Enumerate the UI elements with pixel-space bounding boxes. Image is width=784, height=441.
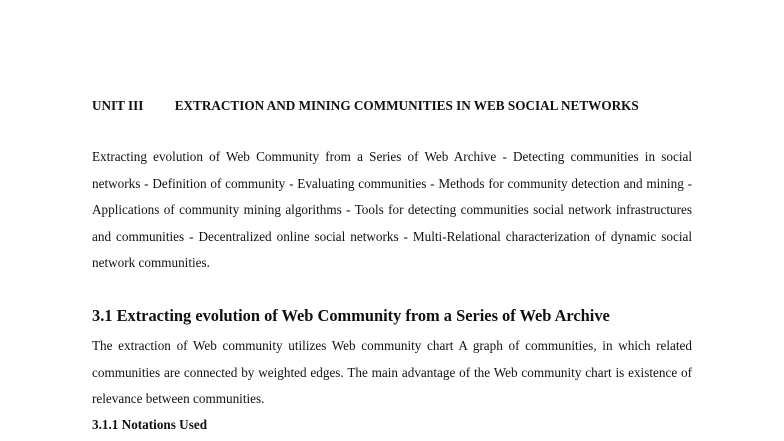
unit-label: UNIT III xyxy=(92,98,144,113)
section-heading: 3.1 Extracting evolution of Web Community from a Series of Web Archive xyxy=(92,306,610,325)
subsection-heading: 3.1.1 Notations Used xyxy=(92,417,208,432)
unit-heading: EXTRACTION AND MINING COMMUNITIES IN WEB SOCIAL NETWORKS xyxy=(174,98,639,113)
unit-summary: Extracting evolution of Web Community from a Series of Web Archive - Detecting communities in social networks - Definition of community - Evaluating communities - Methods for community detection and mining - Applications of community mining algorithms - Tools for detecting communities social network infrastructures and communities - Decentralized online social networks - Multi-Relational characterization of dynamic social network communities. xyxy=(92,149,692,271)
unit-title xyxy=(92,93,692,120)
section-paragraph: The extraction of Web community utilizes Web community chart A graph of communities, in which related communities are connected by weighted edges. The main advantage of the Web community chart is existence of relevance between communities. xyxy=(92,338,692,407)
